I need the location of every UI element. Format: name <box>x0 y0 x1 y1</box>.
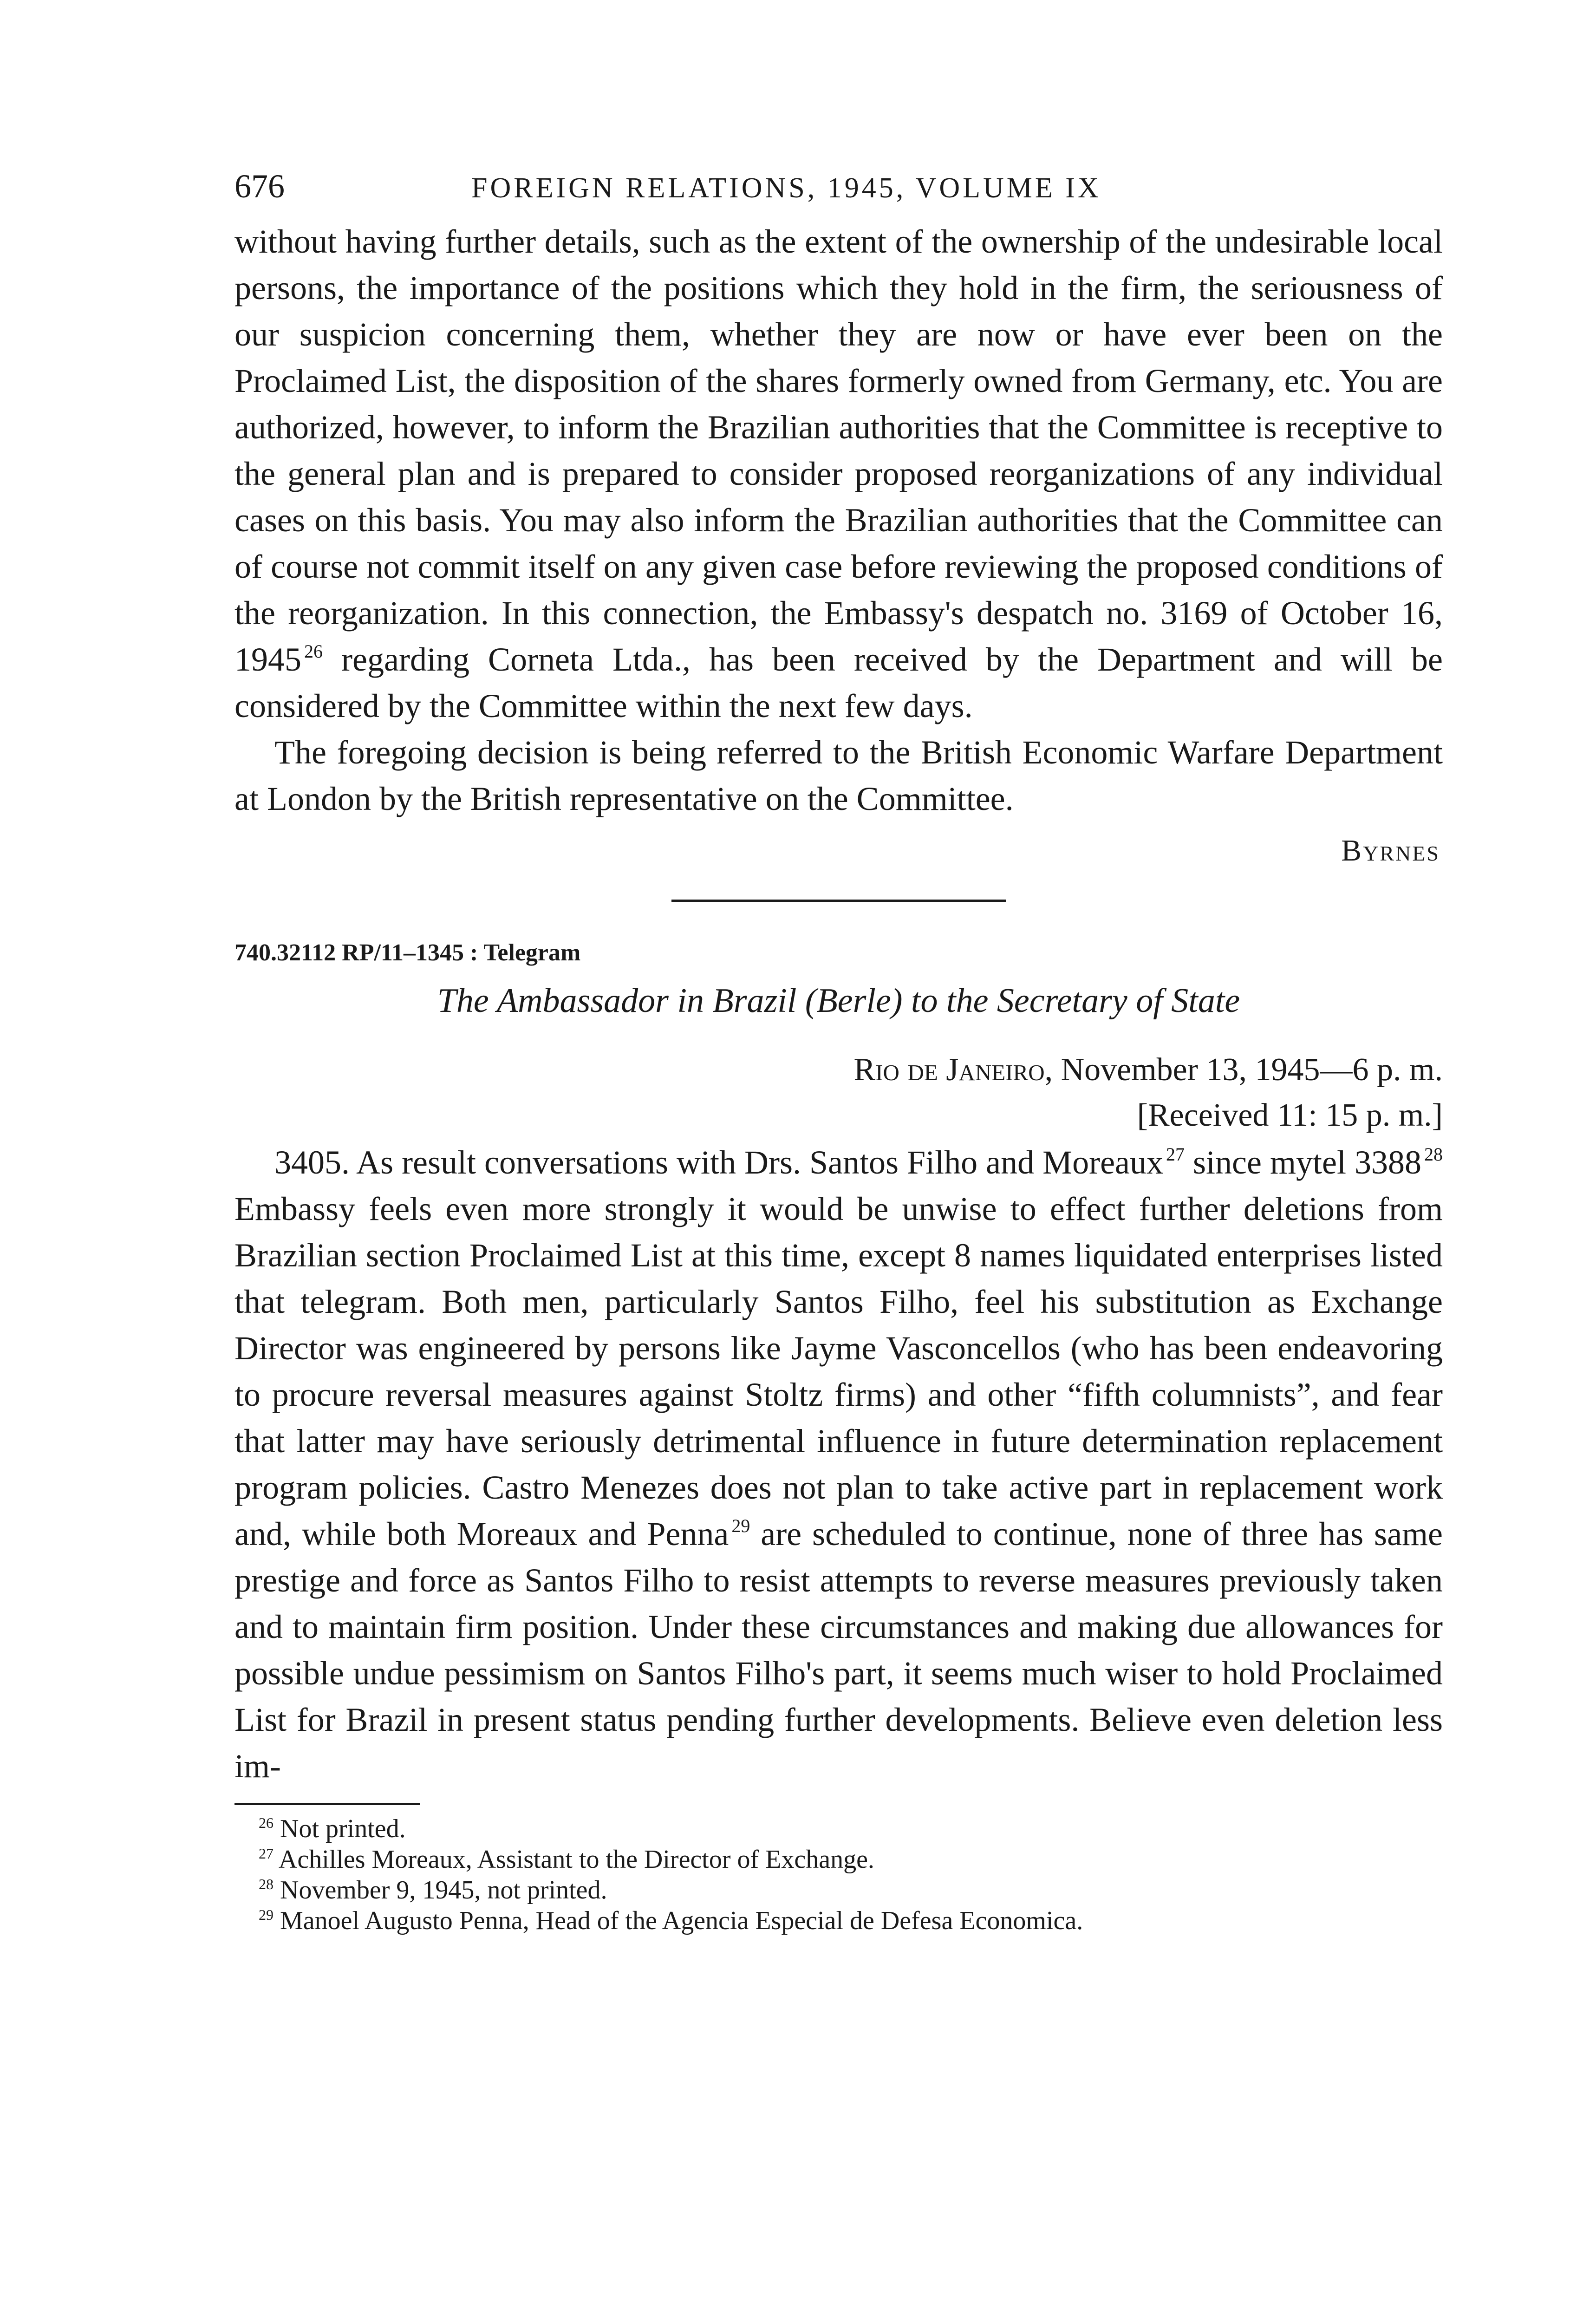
footnote-ref[interactable]: 26 <box>304 641 323 662</box>
place: Rio de Janeiro, <box>853 1052 1053 1088</box>
footnote <box>235 1875 1443 1905</box>
continuation-paragraph <box>235 218 1443 729</box>
running-head <box>235 167 1443 218</box>
header-title: FOREIGN RELATIONS, 1945, VOLUME IX <box>471 172 1101 204</box>
telegram-body <box>235 1139 1443 1789</box>
page-number: 676 <box>235 168 285 205</box>
signature: Byrnes <box>1341 834 1440 867</box>
date: November 13, 1945—6 p. m. <box>1053 1052 1443 1088</box>
section-divider <box>671 900 1006 902</box>
footnote-number: 26 <box>259 1814 274 1831</box>
footnote-ref[interactable]: 28 <box>1424 1144 1443 1165</box>
footnote <box>235 1813 1443 1844</box>
received-note: [Received 11: 15 p. m.] <box>1137 1097 1443 1133</box>
paragraph-text: without having further details, such as the extent of the ownership of the undesirable local persons, the importance of the positions which they hold in the firm, the seriousness of our suspicion concerning them, whether they are now or have ever been on the Proclaimed List, the disposition of the shares formerly owned from Germany, etc. You are authorized, however, to inform the Brazilian authorities that the Committee is receptive to the general plan and is prepared to consider proposed reorganizations of any individual cases on this basis. You may also inform the Brazilian authorities that the Committee can of course not commit itself on any given case before reviewing the proposed conditions of the reorganization. In this connection, the Embassy's despatch no. 3169 of October 16, 1945 <box>235 223 1443 678</box>
paragraph-text: Embassy feels even more strongly it would be unwise to effect further deletions from Brazilian section Proclaimed List at this time, except 8 names liquidated enterprises listed that telegram. Both men, particularly Santos Filho, feel his substitution as Exchange Director was engineered by persons like Jayme Vasconcellos (who has been endeavoring to procure reversal measures against Stoltz firms) and other “fifth columnists”, and fear that latter may have seriously detrimental influence in future determination replacement program policies. Castro Menezes does not plan to take active part in replacement work and, while both Moreaux and Penna <box>235 1190 1443 1552</box>
file-number: 740.32112 RP/11–1345 : Telegram <box>235 939 581 966</box>
footnote-divider <box>235 1803 420 1805</box>
paragraph-text: 3405. As result conversations with Drs. Santos Filho and Moreaux <box>274 1144 1163 1181</box>
footnote-text: Achilles Moreaux, Assistant to the Director of Exchange. <box>278 1845 874 1874</box>
paragraph: The foregoing decision is being referred to the British Economic Warfare Department at London by the British representative on the Committee. <box>235 734 1443 817</box>
dateline <box>235 1047 1443 1093</box>
footnote-text: Manoel Augusto Penna, Head of the Agencia Especial de Defesa Economica. <box>280 1906 1083 1935</box>
footnote <box>235 1905 1443 1936</box>
paragraph-text: are scheduled to continue, none of three has same prestige and force as Santos Filho to resist attempts to reverse measures previously taken and to maintain firm position. Under these circumstances and making due allowances for possible undue pessimism on Santos Filho's part, it seems much wiser to hold Proclaimed List for Brazil in present status pending further developments. Believe even deletion less im- <box>235 1515 1443 1785</box>
footnote <box>235 1844 1443 1875</box>
page <box>235 167 1443 1936</box>
footnote-ref[interactable]: 29 <box>731 1515 750 1536</box>
footnote-ref[interactable]: 27 <box>1166 1144 1185 1165</box>
footnote-number: 29 <box>259 1906 274 1923</box>
footnote-text: November 9, 1945, not printed. <box>280 1876 607 1905</box>
footnote-number: 27 <box>259 1845 274 1862</box>
paragraph-text: regarding Corneta Ltda., has been received by the Department and will be considered by the Committee within the next few days. <box>235 641 1443 724</box>
footnote-number: 28 <box>259 1876 274 1892</box>
footnote-text: Not printed. <box>280 1814 406 1843</box>
paragraph-text: since mytel 3388 <box>1185 1144 1421 1181</box>
document-title: The Ambassador in Brazil (Berle) to the Secretary of State <box>437 982 1240 1020</box>
